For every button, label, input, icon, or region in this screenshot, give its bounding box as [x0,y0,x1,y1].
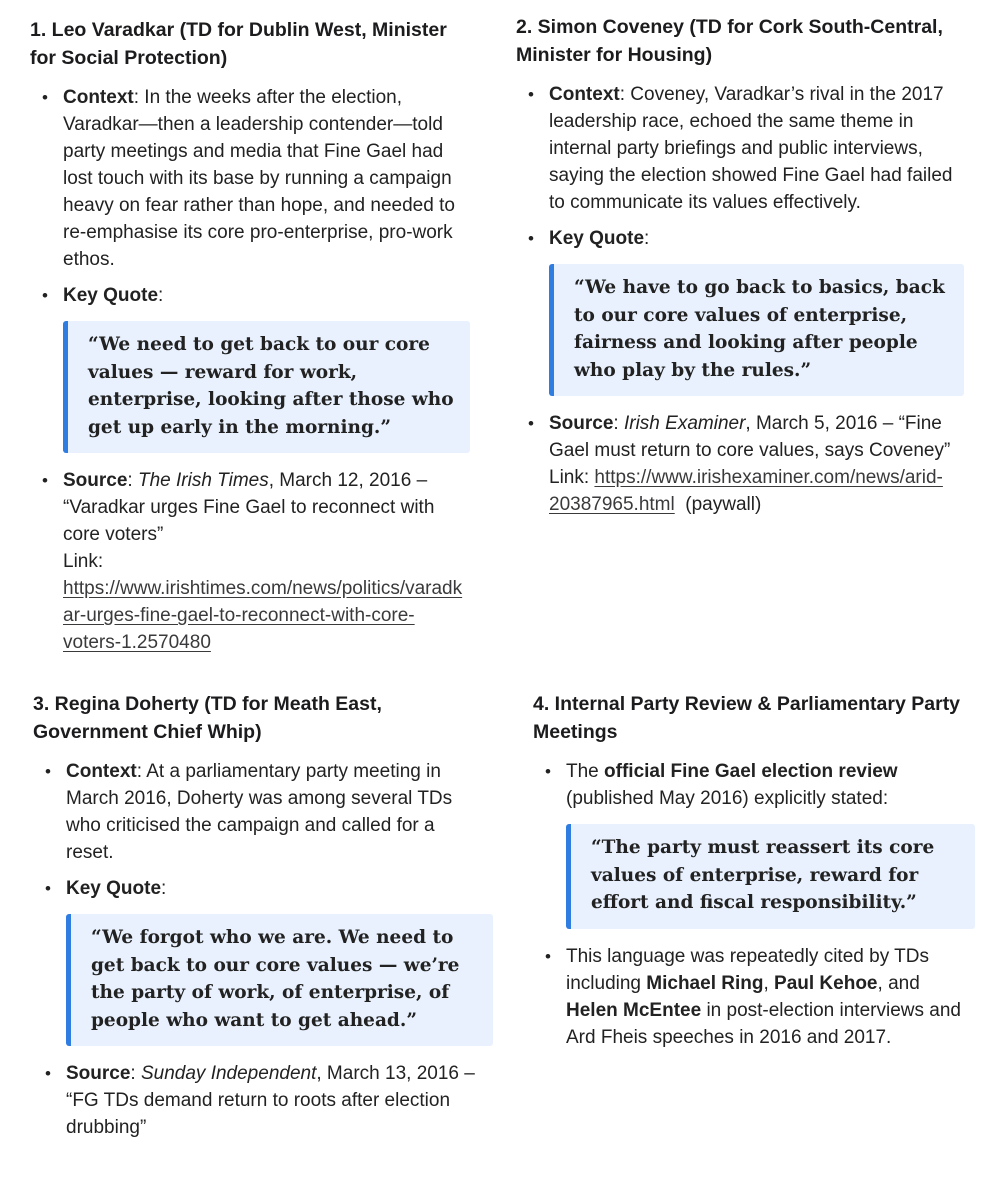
cited-item: • This language was repeatedly cited by TDs including Michael Ring, Paul Kehoe, and Helen McEntee in post-election interviews and Ard Fheis speeches in 2016 and 2017. [533,943,973,1051]
blockquote: “We forgot who we are. We need to get back to our core values — we’re the party of work, of enterprise, of people who want to get ahead.” [66,914,493,1046]
source-date: , March 12, 2016 – [268,470,428,491]
key-quote-label: Key Quote [63,285,159,306]
source-link[interactable]: https://www.irishexaminer.com/news/arid-20387965.html [549,467,943,515]
card-bullet-list [33,758,483,1141]
bullet-text: This language was repeatedly cited by TDs including [566,945,929,994]
card-heading: 2. Simon Coveney (TD for Cork South-Central, Minister for Housing) [516,16,943,66]
context-label: Context [549,84,620,105]
key-quote-label: Key Quote [66,878,162,899]
link-label: Link: [63,551,104,572]
card-simon-coveney [516,13,966,518]
source-item: • Source: The Irish Times, March 12, 2016 – “Varadkar urges Fine Gael to reconnect with core voters” Link: https://www.irishtimes.com/news/politics/varadkar-urges-fine-gael-to-reconnect-with-core-voters-1.2570480 [30,467,470,656]
source-title: “Varadkar urges Fine Gael to reconnect with core voters” [63,497,435,545]
card-bullet-list [30,84,470,656]
key-quote-item: • Key Quote: “We forgot who we are. We need to get back to our core values — we’re the party of work, of enterprise, of people who want to get ahead.” [33,875,483,1046]
context-text: Coveney, Varadkar’s rival in the 2017 leadership race, echoed the same theme in internal party briefings and public interviews, saying the election showed Fine Gael had failed to communicate its values effectively. [549,84,953,213]
source-title: “Fine Gael must return to core values, says Coveney” [549,413,951,461]
context-label: Context [66,761,137,782]
card-bullet-list [533,758,973,1051]
card-heading: 3. Regina Doherty (TD for Meath East, Government Chief Whip) [33,693,382,743]
blockquote: “We have to go back to basics, back to our core values of enterprise, fairness and looking after people who play by the rules.” [549,264,964,396]
source-item: • Source: Sunday Independent, March 13, 2016 – “FG TDs demand return to roots after election drubbing” [33,1060,483,1141]
context-text: In the weeks after the election, Varadkar—then a leadership contender—told party meetings and media that Fine Gael had lost touch with its base by running a campaign heavy on fear rather than hope, and needed to re-emphasise its core pro-enterprise, pro-work ethos. [63,87,455,270]
bullet-text: The [566,761,599,782]
td-name: Michael Ring [646,972,764,994]
card-regina-doherty [33,690,483,1141]
context-item: • Context: In the weeks after the election, Varadkar—then a leadership contender—told party meetings and media that Fine Gael had lost touch with its base by running a campaign heavy on fear rather than hope, and needed to re-emphasise its core pro-enterprise, pro-work ethos. [30,84,470,273]
link-label: Link: [549,467,590,488]
card-heading: 1. Leo Varadkar (TD for Dublin West, Minister for Social Protection) [30,19,447,69]
context-text: At a parliamentary party meeting in March 2016, Doherty was among several TDs who criticised the campaign and called for a reset. [66,761,453,863]
source-link[interactable]: https://www.irishtimes.com/news/politics/varadkar-urges-fine-gael-to-reconnect-with-core-voters-1.2570480 [63,578,463,653]
bullet-text: (published May 2016) explicitly stated: [566,788,889,809]
review-item [533,758,973,929]
source-publication: The Irish Times [137,470,269,491]
context-label: Context [63,87,134,108]
source-publication: Sunday Independent [140,1063,317,1084]
card-bullet-list [516,81,966,518]
source-title: “FG TDs demand return to roots after election drubbing” [66,1090,451,1138]
source-label: Source [66,1063,131,1084]
td-name: Paul Kehoe [774,972,878,994]
context-item: • Context: Coveney, Varadkar’s rival in the 2017 leadership race, echoed the same theme in internal party briefings and public interviews, saying the election showed Fine Gael had failed to communicate its values effectively. [516,81,966,216]
key-quote-label: Key Quote [549,228,645,249]
card-heading: 4. Internal Party Review & Parliamentary Party Meetings [533,693,961,743]
card-leo-varadkar [30,16,470,656]
bullet-text: in post-election interviews and Ard Fheis speeches in 2016 and 2017. [566,999,961,1048]
source-date: , March 13, 2016 – [316,1063,475,1084]
review-name: official Fine Gael election review [604,761,898,782]
context-item: • Context: At a parliamentary party meeting in March 2016, Doherty was among several TDs who criticised the campaign and called for a reset. [33,758,483,866]
key-quote-item: • Key Quote: “We have to go back to basics, back to our core values of enterprise, fairness and looking after people who play by the rules.” [516,225,966,396]
blockquote: “We need to get back to our core values — reward for work, enterprise, looking after those who get up early in the morning.” [63,321,470,453]
paywall-note: (paywall) [685,494,762,515]
source-label: Source [63,470,128,491]
source-publication: Irish Examiner [623,413,746,434]
key-quote-item: • Key Quote: “We need to get back to our core values — reward for work, enterprise, looking after those who get up early in the morning.” [30,282,470,453]
source-item: • Source: Irish Examiner, March 5, 2016 – “Fine Gael must return to core values, says Coveney” Link: https://www.irishexaminer.com/news/arid-20387965.html (paywall) [516,410,966,518]
source-label: Source [549,413,614,434]
blockquote: “The party must reassert its core values of enterprise, reward for effort and fiscal responsibility.” [566,824,975,929]
source-date: , March 5, 2016 – [745,413,894,434]
card-internal-review [533,690,973,1051]
td-name: Helen McEntee [566,999,702,1021]
